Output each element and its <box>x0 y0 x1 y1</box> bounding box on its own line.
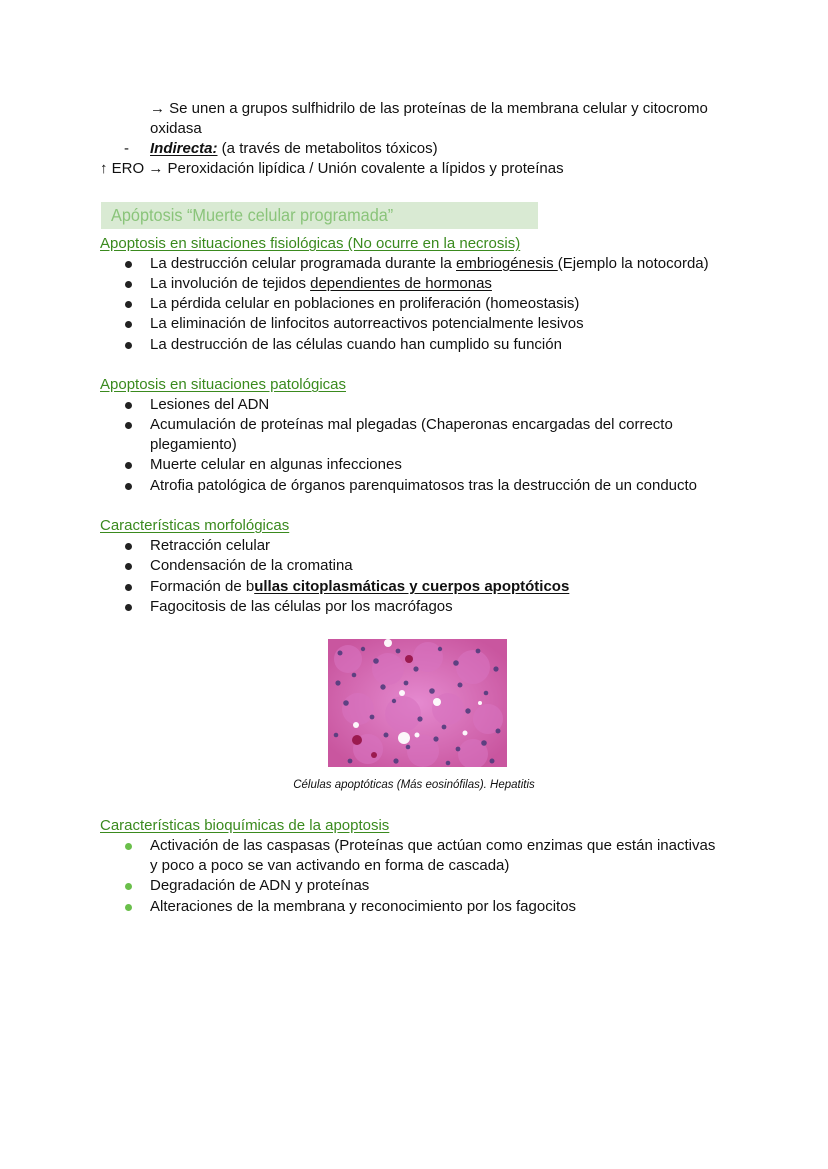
morfologicas-heading: Características morfológicas <box>100 517 290 534</box>
bullet-icon <box>125 342 132 349</box>
bullet-icon <box>125 604 132 611</box>
bioquimicas-item-3: Alteraciones de la membrana y reconocimiento por los fagocitos <box>150 898 577 915</box>
bullet-icon <box>125 584 132 591</box>
patologicas-item-2-line-1: Acumulación de proteínas mal plegadas (Chaperonas encargadas del correcto <box>150 416 673 433</box>
patologicas-item-1: Lesiones del ADN <box>150 396 270 413</box>
arrow-line-1: → Se unen a grupos sulfhidrilo de las proteínas de la membrana celular y citocromo <box>150 100 708 117</box>
morfologicas-item-2: Condensación de la cromatina <box>150 557 353 574</box>
bullet-icon <box>125 904 132 911</box>
bullet-icon <box>125 402 132 409</box>
patologicas-heading: Apoptosis en situaciones patológicas <box>100 376 346 393</box>
morfologicas-item-4: Fagocitosis de las células por los macrófagos <box>150 598 453 615</box>
item-underlined-text: dependientes de hormonas <box>310 275 492 292</box>
indirecta-text: (a través de metabolitos tóxicos) <box>217 140 438 157</box>
arrow-line-2: oxidasa <box>150 120 202 137</box>
section-title: Apóptosis “Muerte celular programada” <box>111 205 394 225</box>
fisiologicas-item-4: La eliminación de linfocitos autorreactivos potencialmente lesivos <box>150 315 584 332</box>
item-text: La involución de tejidos <box>150 275 311 292</box>
bullet-icon <box>125 321 132 328</box>
bullet-icon <box>125 483 132 490</box>
morfologicas-item-1: Retracción celular <box>150 537 271 554</box>
fisiologicas-item-3: La pérdida celular en poblaciones en proliferación (homeostasis) <box>150 295 580 312</box>
bullet-icon <box>125 883 132 890</box>
bullet-icon <box>125 301 132 308</box>
item-text: (Ejemplo la notocorda) <box>557 255 709 272</box>
bioquimicas-item-2: Degradación de ADN y proteínas <box>150 877 370 894</box>
patologicas-item-4: Atrofia patológica de órganos parenquimatosos tras la destrucción de un conducto <box>150 477 698 494</box>
histology-image <box>328 639 507 767</box>
bioquimicas-item-1-line-1: Activación de las caspasas (Proteínas que actúan como enzimas que están inactivas <box>150 837 716 854</box>
fisiologicas-item-1 <box>150 254 709 274</box>
fisiologicas-item-5: La destrucción de las células cuando han cumplido su función <box>150 336 562 353</box>
item-text: Formación de b <box>150 578 255 595</box>
item-underlined-text: embriogénesis <box>456 255 558 272</box>
bullet-icon <box>125 462 132 469</box>
bullet-icon <box>125 563 132 570</box>
patologicas-item-3: Muerte celular en algunas infecciones <box>150 456 402 473</box>
bullet-icon <box>125 281 132 288</box>
fisiologicas-item-2 <box>150 274 492 294</box>
figure-caption: Células apoptóticas (Más eosinófilas). Hepatitis <box>293 779 535 791</box>
bullet-icon <box>125 543 132 550</box>
bullet-icon <box>125 261 132 268</box>
patologicas-item-2-line-2: plegamiento) <box>150 436 237 453</box>
indirecta-line <box>150 139 438 159</box>
bioquimicas-item-1-line-2: y poco a poco se van activando en forma de cascada) <box>150 857 510 874</box>
bioquimicas-heading: Características bioquímicas de la apoptosis <box>100 817 390 834</box>
bullet-icon <box>125 422 132 429</box>
dash-marker: - <box>124 140 129 157</box>
histology-image-drawing <box>328 639 507 767</box>
item-bold-underlined-text: ullas citoplasmáticas y cuerpos apoptóticos <box>254 578 570 595</box>
ero-line: ↑ ERO → Peroxidación lipídica / Unión covalente a lípidos y proteínas <box>100 160 564 177</box>
indirecta-label: Indirecta: <box>150 140 218 157</box>
fisiologicas-heading: Apoptosis en situaciones fisiológicas (No ocurre en la necrosis) <box>100 235 521 252</box>
morfologicas-item-3 <box>150 577 569 597</box>
bullet-icon <box>125 843 132 850</box>
item-text: La destrucción celular programada durante la <box>150 255 457 272</box>
